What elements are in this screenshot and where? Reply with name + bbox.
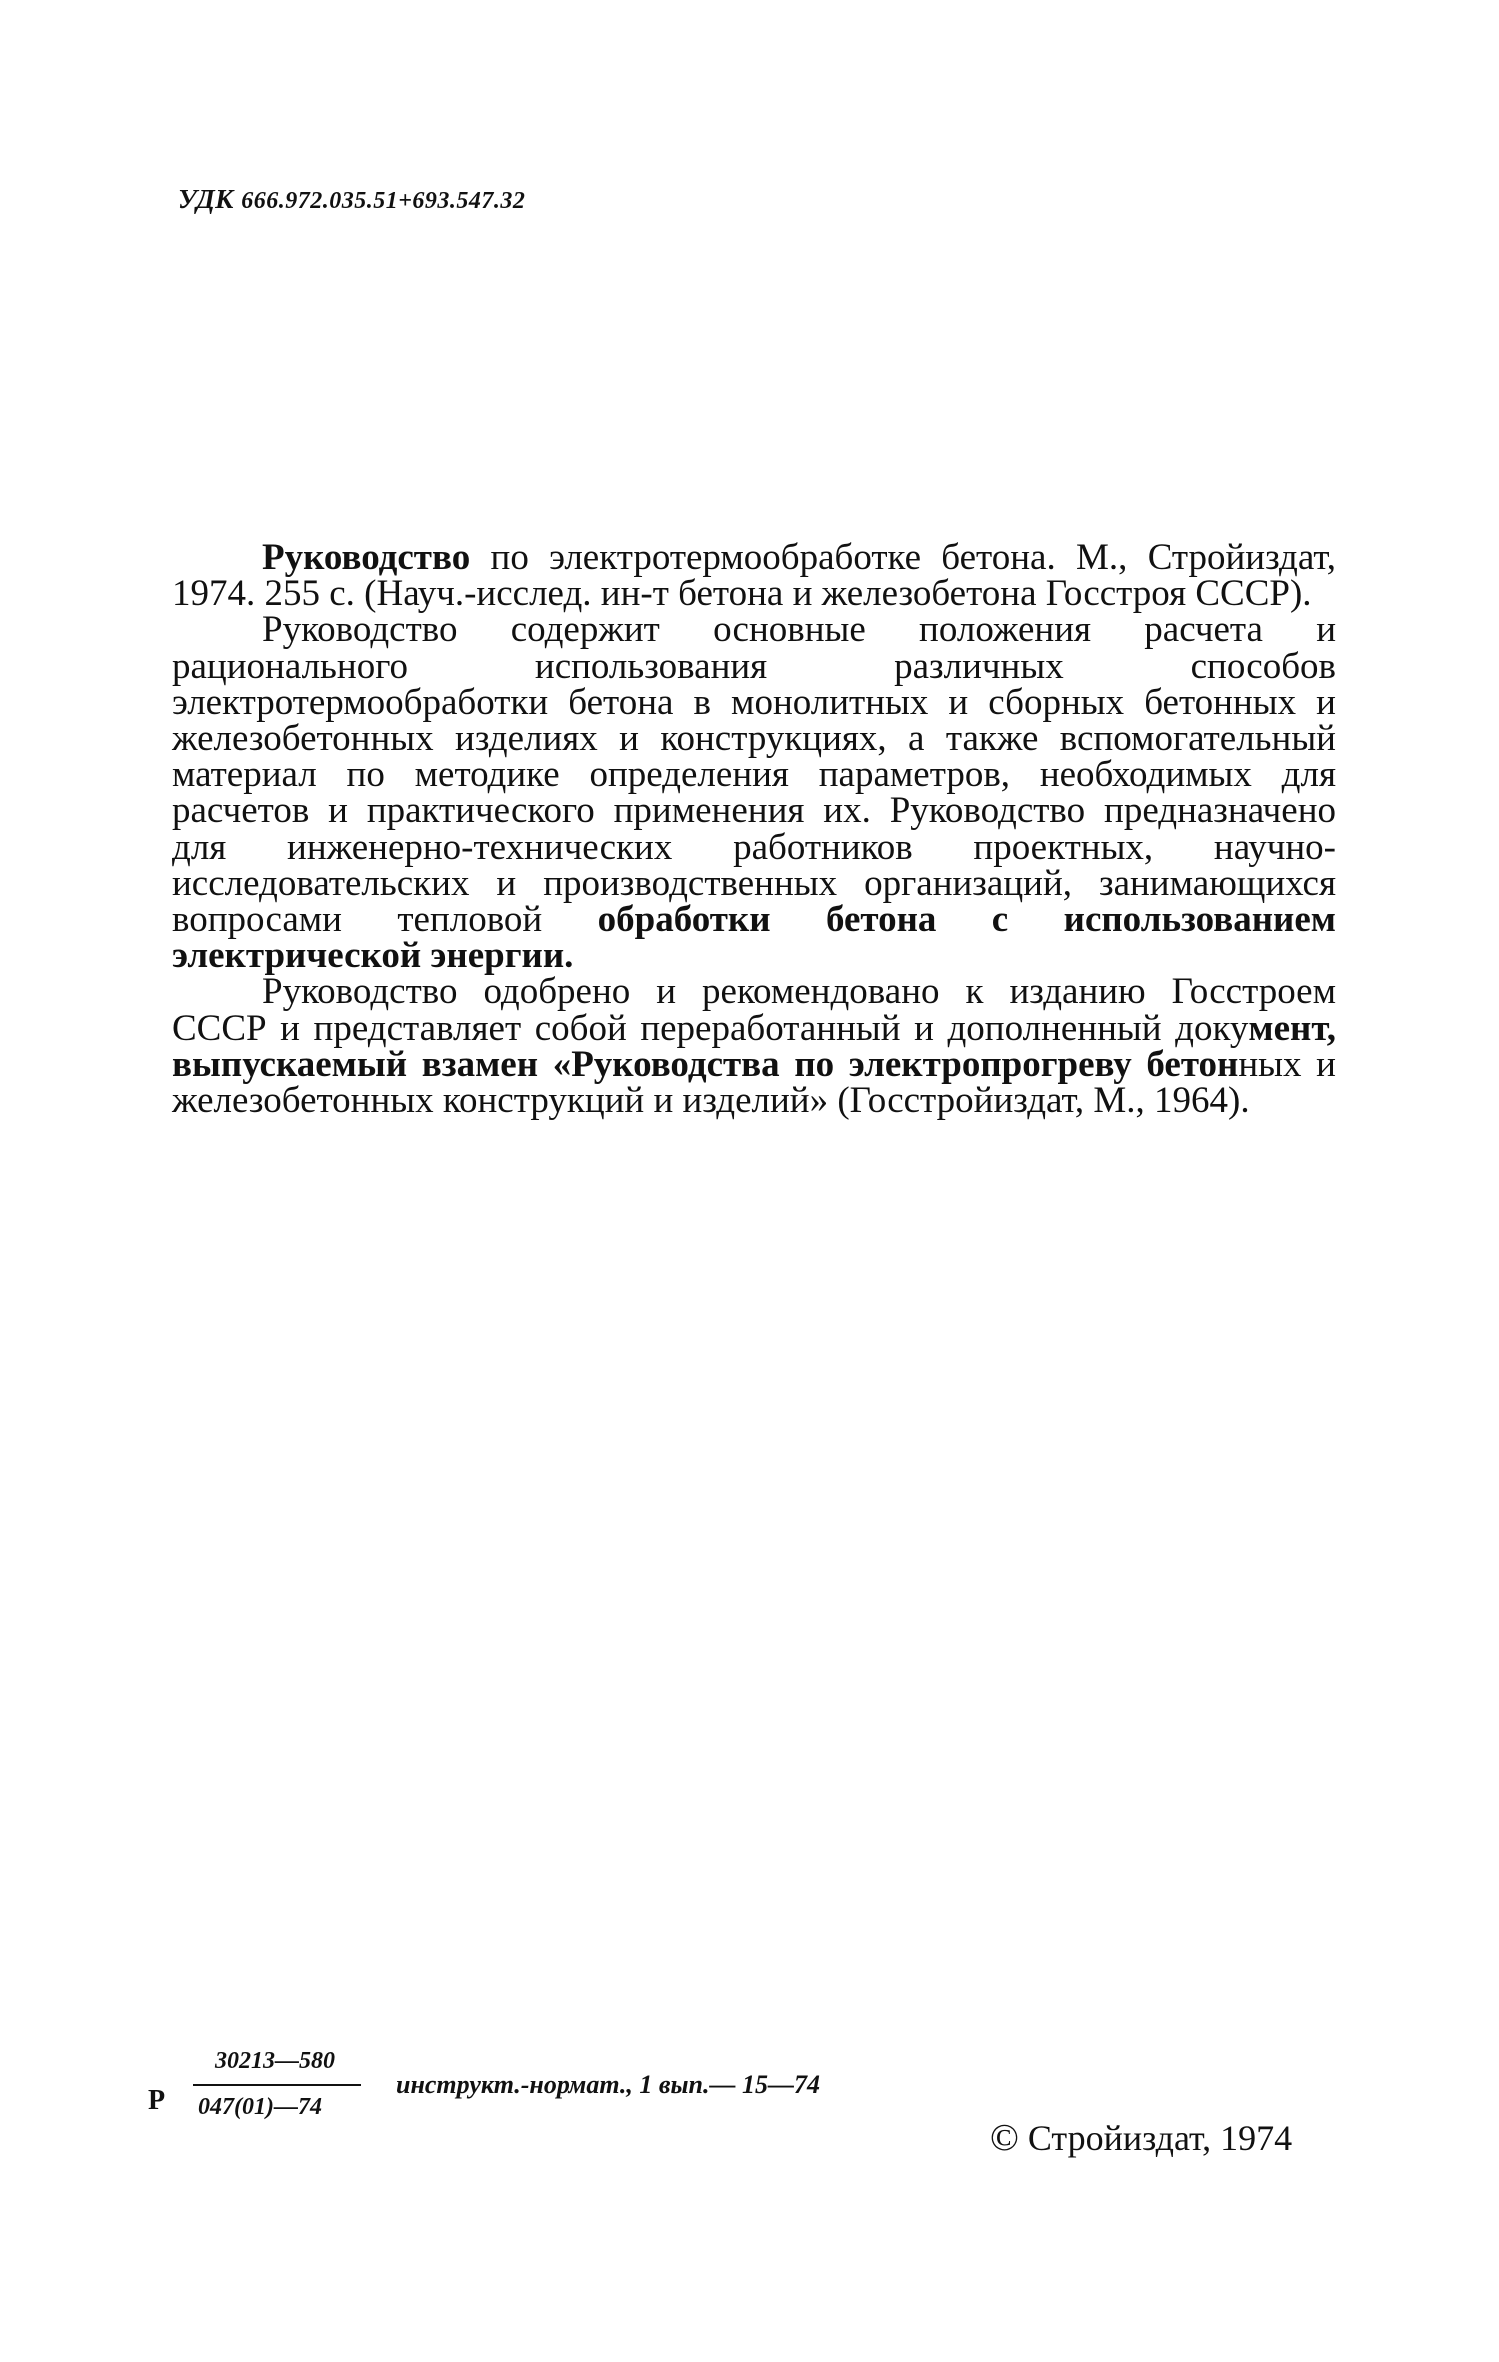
citation-text: по электротермообработке бетона. М., Стройиздат, 1974. 255 с. (Науч.-исслед. ин-т бетона и железобетона Госстроя СССР). (172, 537, 1336, 615)
copyright-notice (990, 2116, 1292, 2160)
citation-lead-word: Руководство (262, 537, 471, 578)
index-letter: Р (148, 2085, 166, 2116)
index-info: инструкт.-нормат., 1 вып.— 15—74 (396, 2070, 820, 2099)
abstract-paragraph-approval (172, 971, 1336, 1122)
udk-line (178, 184, 525, 215)
index-numerator: 30213—580 (215, 2048, 335, 2074)
copyright-icon: © (990, 2117, 1019, 2159)
udk-label: УДК (178, 184, 234, 214)
abstract-paragraph-citation (172, 537, 1336, 615)
copyright-text: Стройиздат, 1974 (1018, 2118, 1293, 2158)
udk-number: 666.972.035.51+693.547.32 (241, 188, 526, 214)
abstract-paragraph-contents (172, 609, 1336, 977)
approval-text-bold: мент, выпускаемый взамен «Руководства по электропрогреву бетон (172, 1007, 1336, 1085)
approval-text-start: Руководство одобрено и рекомендовано к изданию Госстроем СССР и представляет собой переработанный и дополненный доку (172, 971, 1336, 1049)
abstract-block (172, 537, 1336, 1122)
contents-text: Руководство содержит основные положения расчета и рационального использования различных способов электротермообработки бетона в монолитных и сборных бетонных и железобетонных изделиях и конструкциях, а также вспомогательный материал по методике определения параметров, необходимых для расчетов и практического применения их. Руководство предназначено для инженерно-технических работников проектных, научно-исследовательских и производственных организаций, занимающихся вопросами тепловой (172, 609, 1336, 941)
contents-text-bold: обработки бетона с использованием электрической энергии. (172, 899, 1336, 977)
index-denominator: 047(01)—74 (198, 2094, 322, 2120)
fraction-line (193, 2084, 361, 2086)
approval-text-end: ных и железобетонных конструкций и изделий» (Госстройиздат, М., 1964). (172, 1043, 1336, 1122)
publication-index (148, 2040, 948, 2170)
